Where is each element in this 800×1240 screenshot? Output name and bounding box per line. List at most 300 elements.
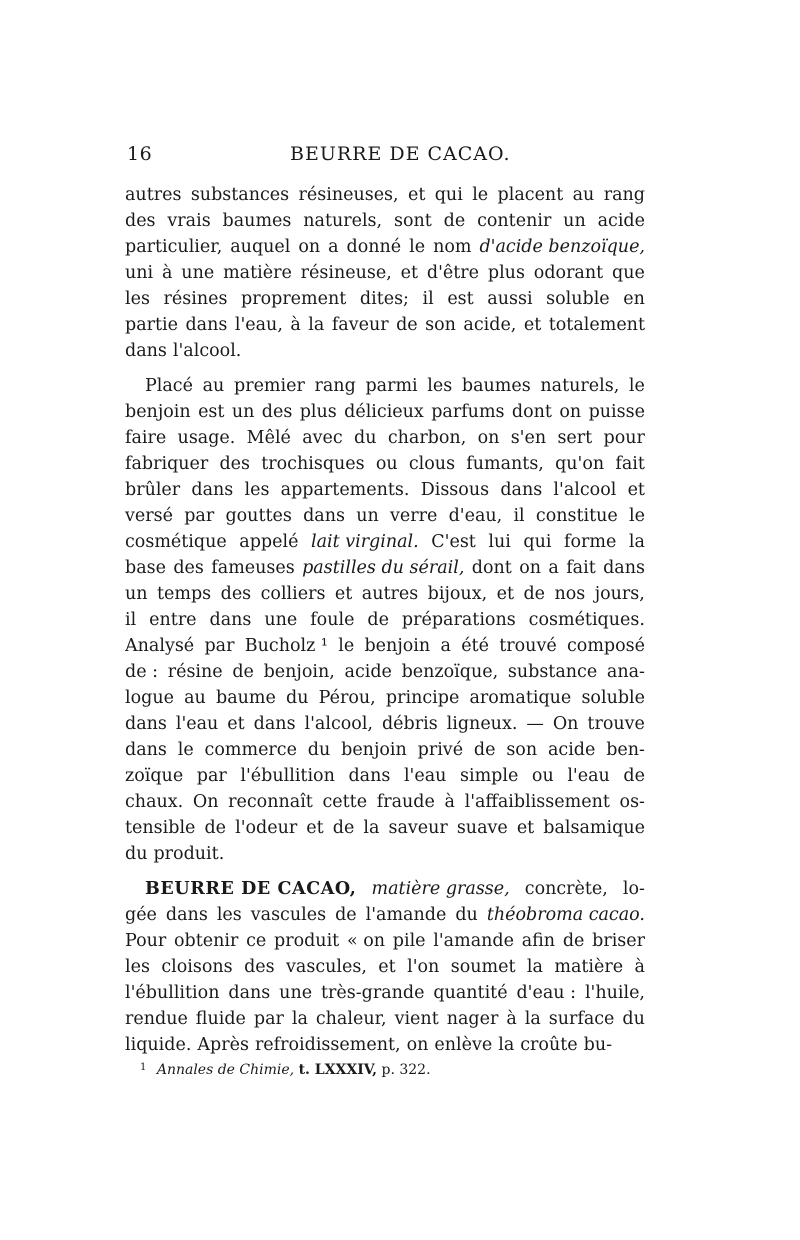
word: le	[628, 376, 645, 396]
word: trouvé	[499, 636, 557, 656]
word: fameuses	[211, 558, 295, 578]
word: et	[496, 584, 514, 604]
word: Analysé	[125, 636, 195, 656]
word: l'amande	[433, 931, 514, 951]
word: l'alcool	[553, 480, 617, 500]
word: benzoïque,	[401, 662, 499, 682]
word: rang	[314, 376, 356, 396]
word: reconnaît	[228, 792, 313, 812]
word: cloisons	[161, 957, 233, 977]
word: une	[264, 610, 298, 630]
word: vascules,	[286, 957, 367, 977]
word: benjoin	[341, 740, 407, 760]
word: faveur	[331, 315, 389, 335]
word: matière	[223, 263, 292, 283]
word: enlève	[434, 1035, 493, 1055]
word: placent	[497, 185, 564, 205]
text-line	[125, 737, 645, 763]
running-header	[127, 143, 647, 173]
text-line	[125, 841, 645, 867]
word: appelé	[239, 532, 299, 552]
word: trouve	[587, 714, 645, 734]
word: totalement	[548, 315, 645, 335]
word: de	[204, 818, 227, 838]
word: la	[628, 532, 645, 552]
word: dans	[125, 740, 167, 760]
text-line	[125, 338, 645, 364]
word: la	[526, 957, 543, 977]
word: son	[506, 740, 538, 760]
word: préparations	[401, 610, 516, 630]
word: naturels,	[303, 211, 383, 231]
text-line	[125, 902, 645, 928]
word: autres	[125, 185, 182, 205]
word: délicieux	[344, 402, 424, 422]
word: pastilles du sérail,	[302, 558, 465, 578]
text-line	[125, 312, 645, 338]
word: jours,	[594, 584, 645, 604]
word: il	[422, 289, 434, 309]
word: l'eau	[175, 714, 219, 734]
word: le	[629, 506, 645, 526]
text-line	[125, 208, 645, 234]
word: fait	[566, 558, 596, 578]
word: dans	[603, 558, 645, 578]
word: autres	[361, 584, 419, 604]
word: gouttes	[225, 506, 292, 526]
word: résines	[163, 289, 228, 309]
word: et	[227, 714, 245, 734]
word: les	[244, 480, 270, 500]
word: concrète,	[524, 879, 608, 899]
word: contenir	[477, 211, 552, 231]
word: et	[334, 584, 353, 604]
word: il	[125, 610, 137, 630]
word: Bucholz ¹	[244, 636, 328, 656]
word: l'eau	[567, 766, 610, 786]
word: une	[181, 263, 215, 283]
word: puisse	[588, 402, 645, 422]
word: on	[477, 428, 500, 448]
word: substance	[507, 662, 598, 682]
word: et	[378, 957, 396, 977]
word: constitue	[535, 506, 618, 526]
word: soluble	[581, 688, 645, 708]
word: fumants,	[466, 454, 544, 474]
paragraph-gap	[125, 364, 645, 373]
word: et	[306, 818, 324, 838]
word: trochisques	[261, 454, 365, 474]
word: les	[427, 376, 453, 396]
word: de	[367, 610, 389, 630]
word: acide	[547, 740, 596, 760]
word: logue	[125, 688, 174, 708]
word: à	[634, 957, 645, 977]
word: dans	[125, 341, 167, 361]
word: dans	[125, 714, 167, 734]
word: les	[125, 957, 150, 977]
word: au	[202, 376, 225, 396]
word: par	[196, 766, 227, 786]
word: versé	[125, 506, 173, 526]
word: commerce	[204, 740, 297, 760]
footnote-page: p. 322.	[381, 1062, 431, 1078]
text-line	[125, 789, 645, 815]
word: proprement	[241, 289, 347, 309]
word: bu-	[583, 1035, 613, 1055]
word: matière	[554, 957, 624, 977]
word: composé	[566, 636, 645, 656]
word: que	[612, 263, 645, 283]
word: Après	[197, 1035, 249, 1055]
word: il	[513, 506, 525, 526]
word: a	[328, 237, 339, 257]
word: des	[219, 454, 251, 474]
word: briser	[592, 931, 645, 951]
word: vient	[394, 1009, 439, 1029]
word: saveur	[388, 818, 448, 838]
word: l'eau,	[234, 315, 283, 335]
word: des	[244, 957, 275, 977]
word: et	[516, 818, 535, 838]
word: a	[548, 558, 559, 578]
word: de	[562, 931, 585, 951]
text-line	[125, 1006, 645, 1032]
word: appartements.	[280, 480, 410, 500]
word: et	[627, 480, 645, 500]
footnote-volume: t. LXXXIV,	[298, 1062, 378, 1078]
word: du	[125, 844, 148, 864]
word: pour	[603, 428, 645, 448]
word: aromatique	[469, 688, 572, 708]
word: lait virginal.	[310, 532, 419, 552]
word: fluide	[195, 1009, 246, 1029]
word: la	[308, 315, 325, 335]
text-line	[125, 555, 645, 581]
word: des	[220, 584, 252, 604]
word: faire	[125, 428, 167, 448]
word: à	[444, 792, 455, 812]
word: nager	[446, 1009, 499, 1029]
word: acide	[597, 211, 645, 231]
page-number: 16	[127, 143, 153, 165]
word: dans	[348, 766, 391, 786]
text-line	[125, 451, 645, 477]
text-line	[125, 711, 645, 737]
word: auquel	[230, 237, 291, 257]
word: dans	[185, 315, 228, 335]
word: dans	[209, 610, 252, 630]
word: de	[332, 818, 355, 838]
word: qui	[434, 185, 463, 205]
text-line	[125, 659, 645, 685]
word: croûte	[520, 1035, 578, 1055]
word: dans	[191, 480, 234, 500]
word: un	[125, 584, 148, 604]
footnote-source: Annales de Chimie,	[156, 1062, 295, 1078]
word: On	[192, 792, 219, 812]
word: l'affaiblissement	[464, 792, 610, 812]
body-text	[125, 182, 645, 1058]
word: refroidissement,	[254, 1035, 401, 1055]
word: particulier,	[125, 237, 223, 257]
word: la	[524, 1009, 541, 1029]
word: rang	[603, 185, 645, 205]
word: dans	[253, 714, 296, 734]
word: le	[472, 185, 489, 205]
word: l'odeur	[235, 818, 298, 838]
word: la	[498, 1035, 515, 1055]
word: Placé	[145, 376, 193, 396]
word: fabriquer	[125, 454, 209, 474]
word: qu'on	[555, 454, 605, 474]
word: de	[523, 584, 545, 604]
word: un	[231, 402, 255, 422]
word: premier	[234, 376, 305, 396]
word: afin	[521, 931, 556, 951]
word: du	[622, 1009, 645, 1029]
paragraph	[125, 373, 645, 867]
word: balsamique	[543, 818, 645, 838]
word: sert	[557, 428, 593, 448]
word: baume	[216, 688, 276, 708]
word: par	[204, 636, 235, 656]
word: forme	[564, 532, 617, 552]
word: ligneux.	[446, 714, 518, 734]
text-line	[125, 399, 645, 425]
word: charbon,	[387, 428, 467, 448]
word: —	[526, 714, 544, 734]
word: obtenir	[173, 931, 239, 951]
word: dont	[471, 558, 512, 578]
word: du	[455, 905, 478, 925]
word: est	[447, 289, 474, 309]
word: baumes	[461, 376, 531, 396]
word: et	[407, 185, 426, 205]
word: les	[216, 905, 242, 925]
word: et	[400, 263, 419, 283]
word: pile	[392, 931, 426, 951]
word: d'eau,	[448, 506, 503, 526]
word: chaleur,	[315, 1009, 387, 1029]
word: de	[623, 766, 645, 786]
word: dans	[303, 506, 345, 526]
text-line	[125, 876, 645, 902]
word: la	[363, 818, 380, 838]
word: benjoin	[125, 402, 191, 422]
word: son	[425, 315, 456, 335]
word: suave	[456, 818, 508, 838]
word: en	[623, 289, 645, 309]
word: de	[232, 662, 254, 682]
word: à	[162, 263, 173, 283]
word: l'huile,	[584, 983, 645, 1003]
word: le	[338, 636, 355, 656]
word: benjoin	[364, 636, 431, 656]
word: dont	[511, 402, 552, 422]
word: du	[354, 428, 377, 448]
word: par	[184, 506, 215, 526]
word: on	[406, 1035, 429, 1055]
word: fait	[615, 454, 645, 474]
paragraph-gap	[125, 867, 645, 876]
word: l'alcool.	[172, 341, 242, 361]
text-line	[125, 477, 645, 503]
word: plus	[299, 402, 337, 422]
word: vascules	[250, 905, 327, 925]
word: benjoin,	[263, 662, 335, 682]
word: Pour	[125, 931, 167, 951]
word: résineuse,	[300, 263, 392, 283]
word: ana-	[606, 662, 645, 682]
word: ce	[246, 931, 267, 951]
word: cette	[322, 792, 368, 812]
word: à	[506, 1009, 517, 1029]
word: privé	[417, 740, 464, 760]
word: Mêlé	[246, 428, 291, 448]
text-line	[125, 928, 645, 954]
footnote-marker: 1	[140, 1062, 147, 1073]
text-line	[125, 685, 645, 711]
word: BEURRE DE CACAO,	[145, 879, 357, 899]
word: le	[409, 237, 426, 257]
word: principe	[385, 688, 460, 708]
word: de	[396, 315, 418, 335]
word: ou	[531, 766, 554, 786]
word: débris	[381, 714, 438, 734]
text-line	[125, 182, 645, 208]
word: on	[519, 558, 541, 578]
word: substances	[190, 185, 290, 205]
word: produit.	[153, 844, 225, 864]
word: « on	[346, 931, 386, 951]
text-line	[125, 581, 645, 607]
word: de	[473, 740, 496, 760]
word: lo-	[622, 879, 645, 899]
word: par	[253, 1009, 284, 1029]
word: os-	[619, 792, 645, 812]
word: d'eau :	[516, 983, 577, 1003]
word: la	[291, 1009, 308, 1029]
word: cosmétiques.	[528, 610, 645, 630]
word: le	[177, 740, 194, 760]
word: et	[523, 315, 542, 335]
text-line	[125, 815, 645, 841]
word: entre	[149, 610, 197, 630]
word: usage.	[177, 428, 236, 448]
word: zoïque	[125, 766, 184, 786]
word: vrais	[167, 211, 211, 231]
word: Dissous	[420, 480, 490, 500]
word: cosmétique	[125, 532, 227, 552]
word: les	[125, 289, 150, 309]
word: partie	[125, 315, 178, 335]
word: parmi	[365, 376, 418, 396]
word: tensible	[125, 818, 196, 838]
word: acide,	[463, 315, 517, 335]
word: d'être	[426, 263, 480, 283]
word: temps	[157, 584, 212, 604]
word: lui	[488, 532, 511, 552]
word: brûler	[125, 480, 181, 500]
word: on	[298, 237, 321, 257]
word: avec	[302, 428, 343, 448]
word: au	[184, 688, 206, 708]
word: clous	[408, 454, 456, 474]
text-line	[125, 607, 645, 633]
word: l'amande	[365, 905, 447, 925]
text-line	[125, 1032, 645, 1058]
word: ou	[375, 454, 398, 474]
word: des	[261, 402, 293, 422]
paragraph	[125, 182, 645, 364]
word: naturels,	[540, 376, 620, 396]
word: a	[440, 636, 451, 656]
word: un	[563, 211, 586, 231]
word: gée	[125, 905, 157, 925]
text-line	[125, 763, 645, 789]
word: uni	[125, 263, 154, 283]
word: on	[559, 402, 582, 422]
word: baumes	[222, 211, 292, 231]
word: un	[356, 506, 379, 526]
word: été	[461, 636, 489, 656]
word: sont	[393, 211, 432, 231]
word: ben-	[606, 740, 645, 760]
word: l'ébullition	[125, 983, 220, 1003]
word: s'en	[510, 428, 547, 448]
word: surface	[548, 1009, 615, 1029]
word: dites;	[359, 289, 409, 309]
text-line	[125, 529, 645, 555]
word: d'acide benzoïque,	[479, 237, 645, 257]
word: Pérou,	[318, 688, 376, 708]
word: base	[125, 558, 166, 578]
word: théobroma cacao.	[486, 905, 645, 925]
word: plus	[487, 263, 525, 283]
word: matière grasse,	[371, 879, 510, 899]
text-line	[125, 425, 645, 451]
word: aussi	[487, 289, 533, 309]
word: produit	[274, 931, 340, 951]
word: des	[125, 211, 156, 231]
word: soumet	[450, 957, 516, 977]
word: qui	[523, 532, 552, 552]
word: est	[198, 402, 225, 422]
text-line	[125, 980, 645, 1006]
word: donné	[346, 237, 402, 257]
word: au	[572, 185, 595, 205]
word: de	[443, 211, 466, 231]
word: acide	[344, 662, 392, 682]
word: simple	[460, 766, 519, 786]
word: rendue	[125, 1009, 188, 1029]
word: résine	[167, 662, 223, 682]
word: l'on	[407, 957, 440, 977]
footnote	[140, 1062, 431, 1078]
word: nom	[433, 237, 472, 257]
word: très-grande	[320, 983, 425, 1003]
word: dans	[228, 983, 271, 1003]
word: soluble	[546, 289, 610, 309]
word: nos	[554, 584, 586, 604]
text-line	[125, 954, 645, 980]
word: parfums	[431, 402, 505, 422]
running-title: BEURRE DE CACAO.	[290, 143, 511, 165]
text-line	[125, 260, 645, 286]
paragraph	[125, 876, 645, 1058]
word: une	[279, 983, 313, 1003]
